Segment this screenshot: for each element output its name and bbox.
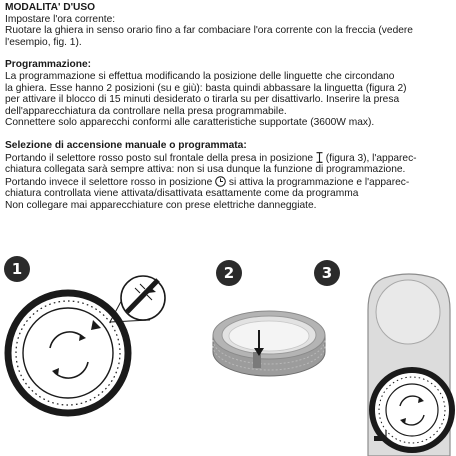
heading-programmazione: Programmazione: bbox=[5, 59, 92, 71]
heading-modalita: MODALITA' D'USO bbox=[5, 2, 96, 13]
figure-2-timer-dial bbox=[205, 290, 330, 390]
figure-3-timer-socket bbox=[362, 270, 456, 456]
figure-number-badge: 1 bbox=[4, 256, 30, 282]
text-line: la ghiera. Esse hanno 2 posizioni (su e giù): basta quindi abbassare la linguetta (figura 2) bbox=[5, 82, 407, 94]
text-line: dell'apparecchiatura da controllare nella presa programmabile. bbox=[5, 105, 287, 117]
text-segment: Portando il selettore rosso posto sul frontale della presa in posizione bbox=[5, 152, 316, 164]
text-line: chiatura controllata viene attivata/disattivata esattamente come da programma bbox=[5, 188, 359, 200]
figure-1-timer-dial bbox=[0, 250, 172, 456]
text-line: Impostare l'ora corrente: bbox=[5, 13, 116, 25]
text-line: Ruotare la ghiera in senso orario fino a far combaciare l'ora corrente con la freccia (vedere bbox=[5, 25, 413, 37]
text-line: per attivare il blocco di 15 minuti desiderato o tirarla su per disattivarlo. Inserire la presa bbox=[5, 94, 400, 106]
figure-number-badge: 2 bbox=[216, 260, 242, 286]
instructions-text bbox=[5, 2, 453, 212]
text-line: La programmazione si effettua modificando la posizione delle linguette che circondano bbox=[5, 70, 395, 82]
text-line: Connettere solo apparecchi conformi alle caratteristiche supportate (3600W max). bbox=[5, 117, 375, 129]
text-line bbox=[5, 176, 453, 189]
text-segment: Portando invece il selettore rosso in posizione bbox=[5, 176, 216, 188]
text-segment: si attiva la programmazione e l'apparec- bbox=[226, 176, 410, 188]
text-line: Non collegare mai apparecchiature con prese elettriche danneggiate. bbox=[5, 199, 317, 211]
text-line: l'esempio, fig. 1). bbox=[5, 36, 82, 48]
i-beam-icon bbox=[316, 152, 323, 163]
text-segment: (figura 3), l'apparec- bbox=[322, 152, 417, 164]
clock-icon bbox=[215, 176, 226, 187]
heading-selezione: Selezione di accensione manuale o programmata: bbox=[5, 139, 247, 151]
figure-number-badge: 3 bbox=[314, 260, 340, 286]
text-line: chiatura collegata sarà sempre attiva: non si usa dunque la funzione di programmazione. bbox=[5, 164, 406, 176]
text-line bbox=[5, 152, 453, 165]
